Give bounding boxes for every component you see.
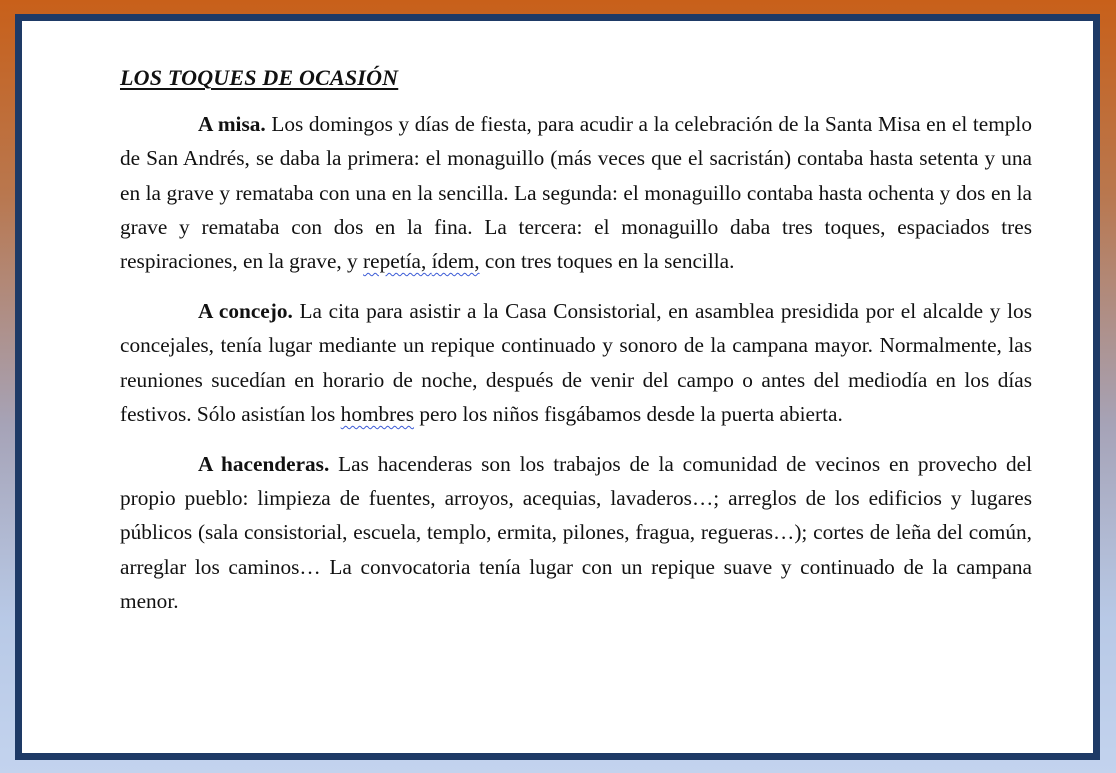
paragraph-heading: A hacenderas. [198,452,330,477]
paragraph-concejo [120,294,1032,431]
spellcheck-flagged-word[interactable]: repetía, [363,249,432,274]
spellcheck-flagged-word[interactable]: hombres [340,401,415,426]
paragraph-text: pero los niños fisgábamos desde la puerta abierta. [414,401,843,426]
paragraph-text: Las hacenderas son los trabajos de la comunidad de vecinos en provecho del propio pueblo: limpieza de fuentes, arroyos, acequias, lavaderos…; arreglos de los edificios y lugares públicos (sala consistorial, escuela, templo, ermita, pilones, fragua, regueras…); cortes de leña del común, arreglar los caminos… La convocatoria tenía lugar con un repique suave y continuado de la campana menor. [120,452,1032,613]
paragraph-text: La cita para asistir a la Casa Consistorial, en asamblea presidida por el alcalde y los concejales, tenía lugar mediante un repique continuado y sonoro de la campana mayor. Normalmente, las reuniones sucedían en horario de noche, después de venir del campo o antes del mediodía en los días festivos. Sólo asistían los [120,299,1032,426]
paragraph-hacenderas [120,447,1032,618]
document-body [120,61,1032,634]
document-title: LOS TOQUES DE OCASIÓN [120,65,399,90]
spellcheck-flagged-word[interactable]: ídem, [431,249,480,274]
paragraph-misa [120,107,1032,278]
paragraph-heading: A misa. [198,112,266,137]
paragraph-text: Los domingos y días de fiesta, para acudir a la celebración de la Santa Misa en el templo de San Andrés, se daba la primera: el monaguillo (más veces que el sacristán) contaba hasta setenta y una en la grave y remataba con una en la sencilla. La segunda: el monaguillo contaba hasta ochenta y dos en la grave y remataba con dos en la fina. La tercera: el monaguillo daba tres toques, espaciados tres respiraciones, en la grave, y [120,112,1032,274]
document-frame [15,14,1100,760]
paragraph-text: con tres toques en la sencilla. [479,249,735,274]
paragraph-heading: A concejo. [198,299,293,324]
